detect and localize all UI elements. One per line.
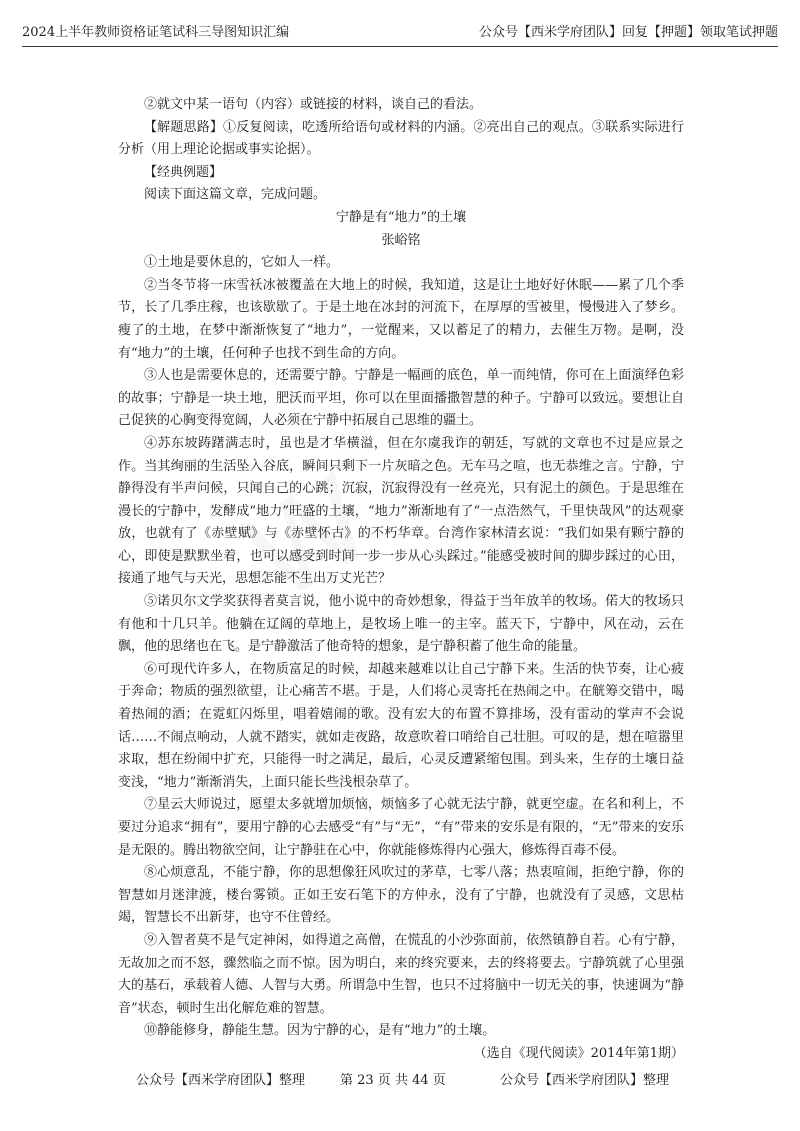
paragraph-solution-approach: 【解题思路】①反复阅读，吃透所给语句或材料的内涵。②亮出自己的观点。③联系实际进行分析（用上理论论据或事实论据）。 (118, 119, 684, 158)
paragraph-instruction: 阅读下面这篇文章，完成问题。 (144, 187, 327, 203)
document-body (118, 94, 684, 1066)
header-promo: 公众号【西米学府团队】回复【押题】领取笔试押题 (478, 25, 778, 40)
article-author: 张峪铭 (381, 232, 421, 248)
footer-right: 公众号【西米学府团队】整理 (500, 1073, 670, 1088)
page-number: 第 23 页 共 44 页 (340, 1073, 446, 1088)
article-paragraph-1: ①土地是要休息的，它如人一样。 (144, 255, 340, 271)
article-title: 宁静是有“地力”的土壤 (335, 209, 467, 225)
section-heading-example: 【经典例题】 (144, 164, 223, 180)
article-source: （选自《现代阅读》2014年第1期） (473, 1045, 684, 1061)
article-paragraph-5: ⑤诺贝尔文学奖获得者莫言说，他小说中的奇妙想象，得益于当年放羊的牧场。偌大的牧场只有他和十几只羊。他躺在辽阔的草地上，是牧场上唯一的主宰。蓝天下，宁静中，风在动，云在飘，他的思绪也在飞。是宁静激活了他奇特的想象，是宁静积蓄了他生命的能量。 (118, 594, 684, 655)
header-title: 2024上半年教师资格证笔试科三导图知识汇编 (22, 25, 290, 40)
paragraph-question: ②就文中某一语句（内容）或链接的材料，谈自己的看法。 (144, 97, 483, 112)
page-header (22, 22, 778, 47)
article-paragraph-2: ②当冬节将一床雪袄冰被覆盖在大地上的时候，我知道，这是让土地好好休眠——累了几个季节，长了几季庄稼，也该歇歇了。于是土地在冰封的河流下，在厚厚的雪被里，慢慢进入了梦乡。瘦了的土地，在梦中渐渐恢复了“地力”，一觉醒来，又以蓄足了的精力，去催生万物。是啊，没有“地力”的土壤，任何种子也找不到生命的方向。 (118, 277, 684, 361)
article-paragraph-9: ⑨入智者莫不是气定神闲，如得道之高僧，在慌乱的小沙弥面前，依然镇静自若。心有宁静，无故加之而不怒，骤然临之而不惊。因为明白，来的终究要来，去的终将要去。宁静筑就了心里强大的基石，承载着人德、人智与大勇。所谓急中生智，也只不过将脑中一切无关的事，快速调为“静音”状态，顿时生出化解危难的智慧。 (118, 932, 684, 1016)
article-paragraph-8: ⑧心烦意乱，不能宁静，你的思想像狂风吹过的茅草，七零八落；热衷喧闹，拒绝宁静，你的智慧如月迷津渡，楼台雾锁。正如王安石笔下的方仲永，没有了宁静，也就没有了灵感，文思枯竭，智慧长不出新芽，也守不住曾经。 (118, 865, 684, 926)
article-paragraph-6: ⑥可现代许多人，在物质富足的时候，却越来越难以让自己宁静下来。生活的快节奏，让心疲于奔命；物质的强烈欲望，让心痛苦不堪。于是，人们将心灵寄托在热闹之中。在觥筹交错中，喝着热闹的酒；在霓虹闪烁里，唱着嬉闹的歌。没有宏大的布置不算排场，没有雷动的掌声不会说话……不闹点响动，人就不踏实，就如走夜路，故意吹着口哨给自己壮胆。可叹的是，想在喧嚣里求取，想在纷闹中扩充，只能得一时之满足，最后，心灵反遭紧缩包围。到头来，生存的土壤日益变浅，“地力”渐渐消失，上面只能长些浅根杂草了。 (118, 661, 684, 790)
footer-left: 公众号【西米学府团队】整理 (136, 1073, 306, 1088)
article-paragraph-7: ⑦星云大师说过，愿望太多就增加烦恼，烦恼多了心就无法宁静，就更空虚。在名和利上，不要过分追求“拥有”，要用宁静的心去感受“有”与“无”，“有”带来的安乐是有限的，“无”带来的安乐是无限的。腾出物欲空间，让宁静驻在心中，你就能修炼得内心强大，修炼得百毒不侵。 (118, 797, 684, 858)
article-paragraph-4: ④苏东坡踌躇满志时，虽也是才华横溢，但在尔虞我诈的朝廷，写就的文章也不过是应景之作。当其绚丽的生活坠入谷底，瞬间只剩下一片灰暗之色。无车马之喧，也无恭维之言。宁静，宁静得没有半声问候，只闻自己的心跳；沉寂，沉寂得没有一丝亮光，只有泥土的颜色。于是思维在漫长的宁静中，发酵成“地力”旺盛的土壤，“地力”渐渐地有了“一点浩然气，千里快哉风”的达观豪放，也就有了《赤壁赋》与《赤壁怀古》的不朽华章。台湾作家林清玄说：“我们如果有颗宁静的心，即使是默默坐着，也可以感受到时间一步一步从心头踩过。”能感受被时间的脚步踩过的心田，接通了地气与天光，思想怎能不生出万丈光芒？ (118, 435, 684, 587)
article-paragraph-10: ⑩静能修身，静能生慧。因为宁静的心，是有“地力”的土壤。 (144, 1023, 496, 1039)
article-paragraph-3: ③人也是需要休息的，还需要宁静。宁静是一幅画的底色，单一而纯情，你可在上面演绎色彩的故事；宁静是一块土地，肥沃而平坦，你可以在里面播撒智慧的种子。宁静可以致远。要想让自己促狭的心胸变得宽阔，人必须在宁静中拓展自己思维的疆土。 (118, 368, 684, 429)
